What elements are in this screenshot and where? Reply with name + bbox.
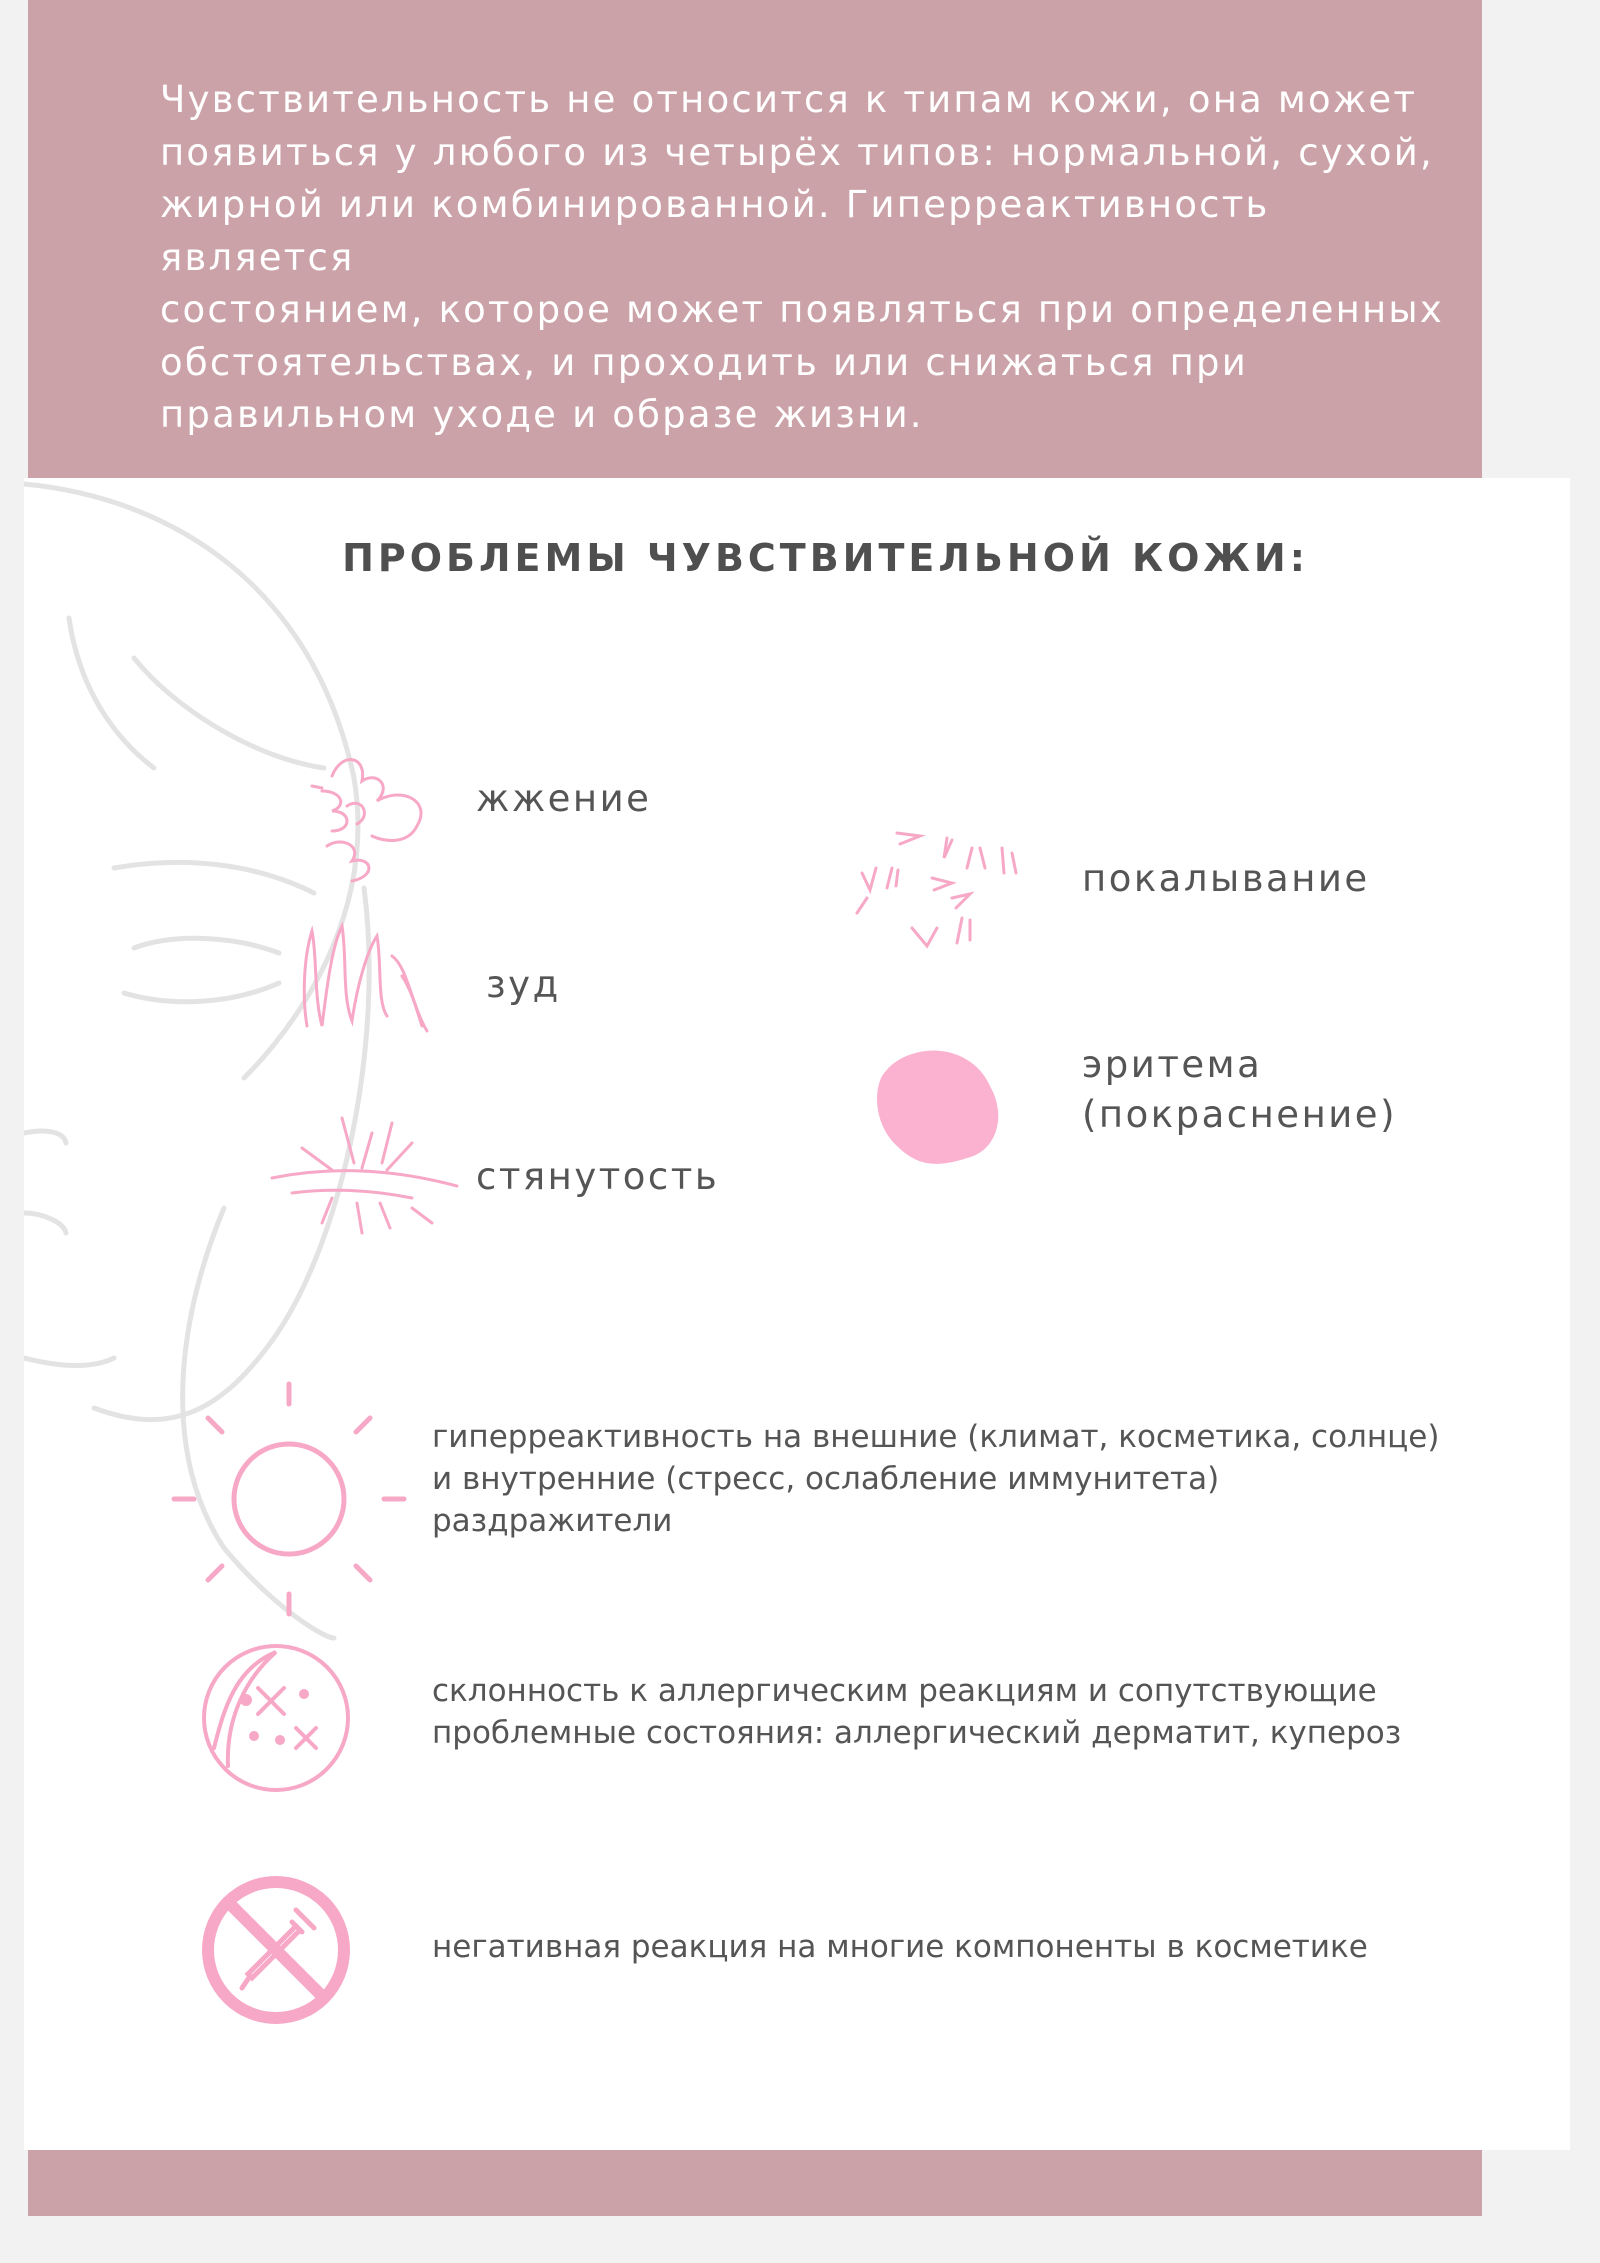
symptom-label: стянутость [476, 1155, 720, 1198]
symptom-label: жжение [476, 777, 652, 820]
symptom-label: зуд [486, 963, 561, 1006]
symptom-label: покалывание [1082, 857, 1370, 900]
irritated-skin-icon [196, 1638, 356, 1798]
redness-blot-icon [872, 1046, 1012, 1176]
tightness-burst-icon [262, 1108, 472, 1238]
problem-text: склонность к аллергическим реакциям и сопутствующие проблемные состояния: аллергический дерматит, купероз [432, 1673, 1402, 1751]
intro-paragraph: Чувствительность не относится к типам кожи, она может появиться у любого из четырёх типов: нормальной, сухой, жирной или комбинированной. Гиперреактивность является состоянием, которое может появляться при определенных обстоятельствах, и проходить или снижаться при правильном уходе и образе жизни. [160, 78, 1444, 436]
sun-icon [164, 1374, 414, 1624]
content-card [24, 478, 1570, 2150]
itch-scribble-icon [292, 916, 452, 1046]
symptom-label: эритема (покраснение) [1082, 1043, 1398, 1136]
section-heading: ПРОБЛЕМЫ ЧУВСТВИТЕЛЬНОЙ КОЖИ: [342, 536, 1309, 580]
problem-text: негативная реакция на многие компоненты в косметике [432, 1929, 1368, 1965]
no-dropper-icon [196, 1870, 356, 2030]
tingling-marks-icon [852, 828, 1032, 968]
bottom-banner [28, 2150, 1482, 2216]
problem-text: гиперреактивность на внешние (климат, косметика, солнце) и внутренние (стресс, ослабление иммунитета) раздражители [432, 1419, 1440, 1539]
flame-icon [292, 746, 452, 906]
